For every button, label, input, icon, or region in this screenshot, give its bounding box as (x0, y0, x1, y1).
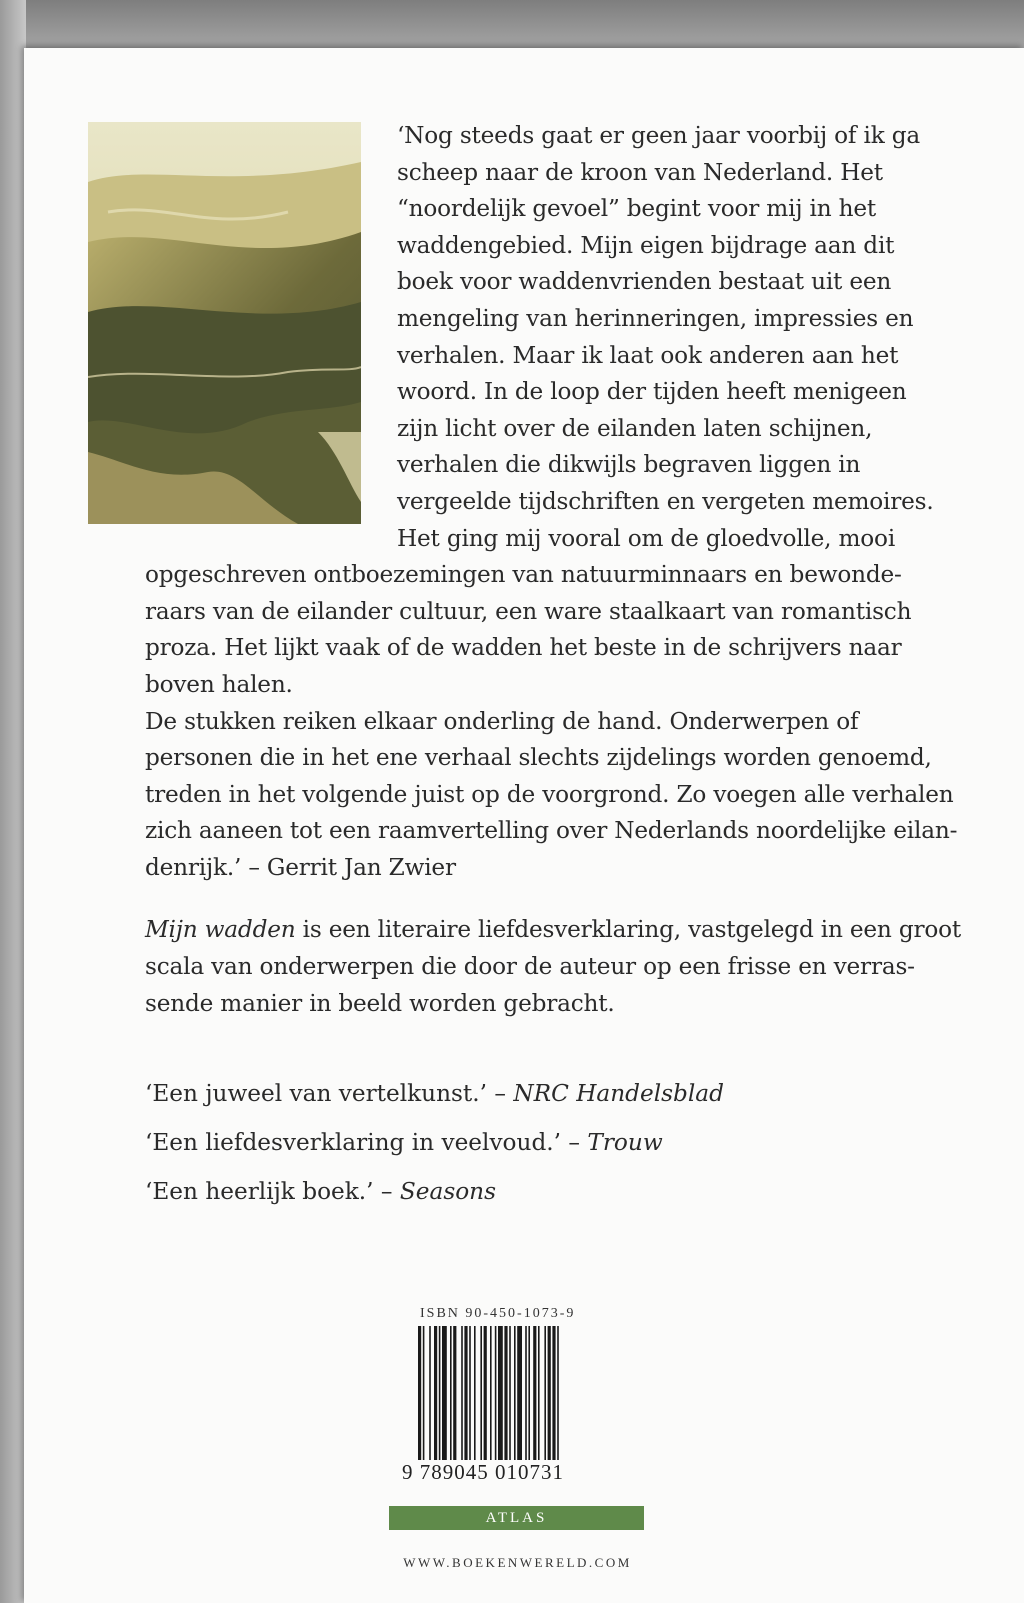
text-line: Het ging mij vooral om de gloedvolle, mooi (397, 524, 896, 552)
review-quote (145, 1080, 724, 1129)
text-line: opgeschreven ontboezemingen van natuurminnaars en bewonde- (145, 561, 902, 589)
review-quote (145, 1129, 724, 1178)
quote-source: Trouw (587, 1129, 663, 1156)
book-title: Mijn wadden (145, 916, 296, 944)
text-line: proza. Het lijkt vaak of de wadden het beste in de schrijvers naar (145, 634, 902, 662)
text-line: zijn licht over de eilanden laten schijnen, (397, 414, 873, 442)
text-line: boek voor waddenvrienden bestaat uit een (397, 268, 892, 296)
barcode-icon (418, 1326, 614, 1476)
text-line: woord. In de loop der tijden heeft menigeen (397, 378, 907, 406)
quote-source: Seasons (399, 1178, 497, 1205)
blurb-line: scala van onderwerpen die door de auteur op een frisse en verras- (145, 953, 915, 981)
isbn-label: ISBN 90-450-1073-9 (420, 1306, 576, 1321)
quote-text: ‘Een liefdesverklaring in veelvoud.’ – (145, 1129, 588, 1156)
text-line: raars van de eilander cultuur, een ware staalkaart van romantisch (145, 597, 912, 625)
description-text (145, 118, 962, 1022)
text-line: denrijk.’ – Gerrit Jan Zwier (145, 853, 456, 881)
blurb-line: sende manier in beeld worden gebracht. (145, 989, 615, 1017)
text-line: zich aaneen tot een raamvertelling over Nederlands noordelijke eilan- (145, 817, 958, 845)
review-quote (145, 1178, 724, 1227)
review-quotes (145, 1080, 724, 1227)
book-edge-left (0, 0, 26, 1603)
website-url[interactable]: WWW.BOEKENWERELD.COM (403, 1555, 632, 1570)
text-line: verhalen. Maar ik laat ook anderen aan het (397, 341, 899, 369)
text-line: “noordelijk gevoel” begint voor mij in het (397, 195, 876, 223)
barcode-number: 9 789045 010731 (402, 1460, 564, 1484)
publisher-logo: ATLAS (389, 1506, 644, 1530)
text-line: scheep naar de kroon van Nederland. Het (397, 158, 883, 186)
text-line: ‘Nog steeds gaat er geen jaar voorbij of ik ga (397, 122, 920, 149)
text-line: De stukken reiken elkaar onderling de hand. Onderwerpen of (145, 707, 859, 735)
text-line: verhalen die dikwijls begraven liggen in (397, 451, 861, 479)
text-line: personen die in het ene verhaal slechts zijdelings worden genoemd, (145, 744, 932, 772)
quote-text: ‘Een juweel van vertelkunst.’ – (145, 1080, 514, 1107)
quote-text: ‘Een heerlijk boek.’ – (145, 1178, 400, 1205)
text-line: vergeelde tijdschriften en vergeten memoires. (397, 487, 934, 515)
quote-source: NRC Handelsblad (513, 1080, 724, 1107)
text-line: waddengebied. Mijn eigen bijdrage aan dit (397, 231, 895, 259)
text-line: treden in het volgende juist op de voorgrond. Zo voegen alle verhalen (145, 780, 954, 808)
text-line: boven halen. (145, 670, 293, 698)
blurb-line (145, 912, 962, 949)
book-edge-top (0, 0, 1024, 50)
blurb-text: is een literaire liefdesverklaring, vastgelegd in een groot (295, 916, 962, 944)
text-line: mengeling van herinneringen, impressies en (397, 304, 914, 332)
